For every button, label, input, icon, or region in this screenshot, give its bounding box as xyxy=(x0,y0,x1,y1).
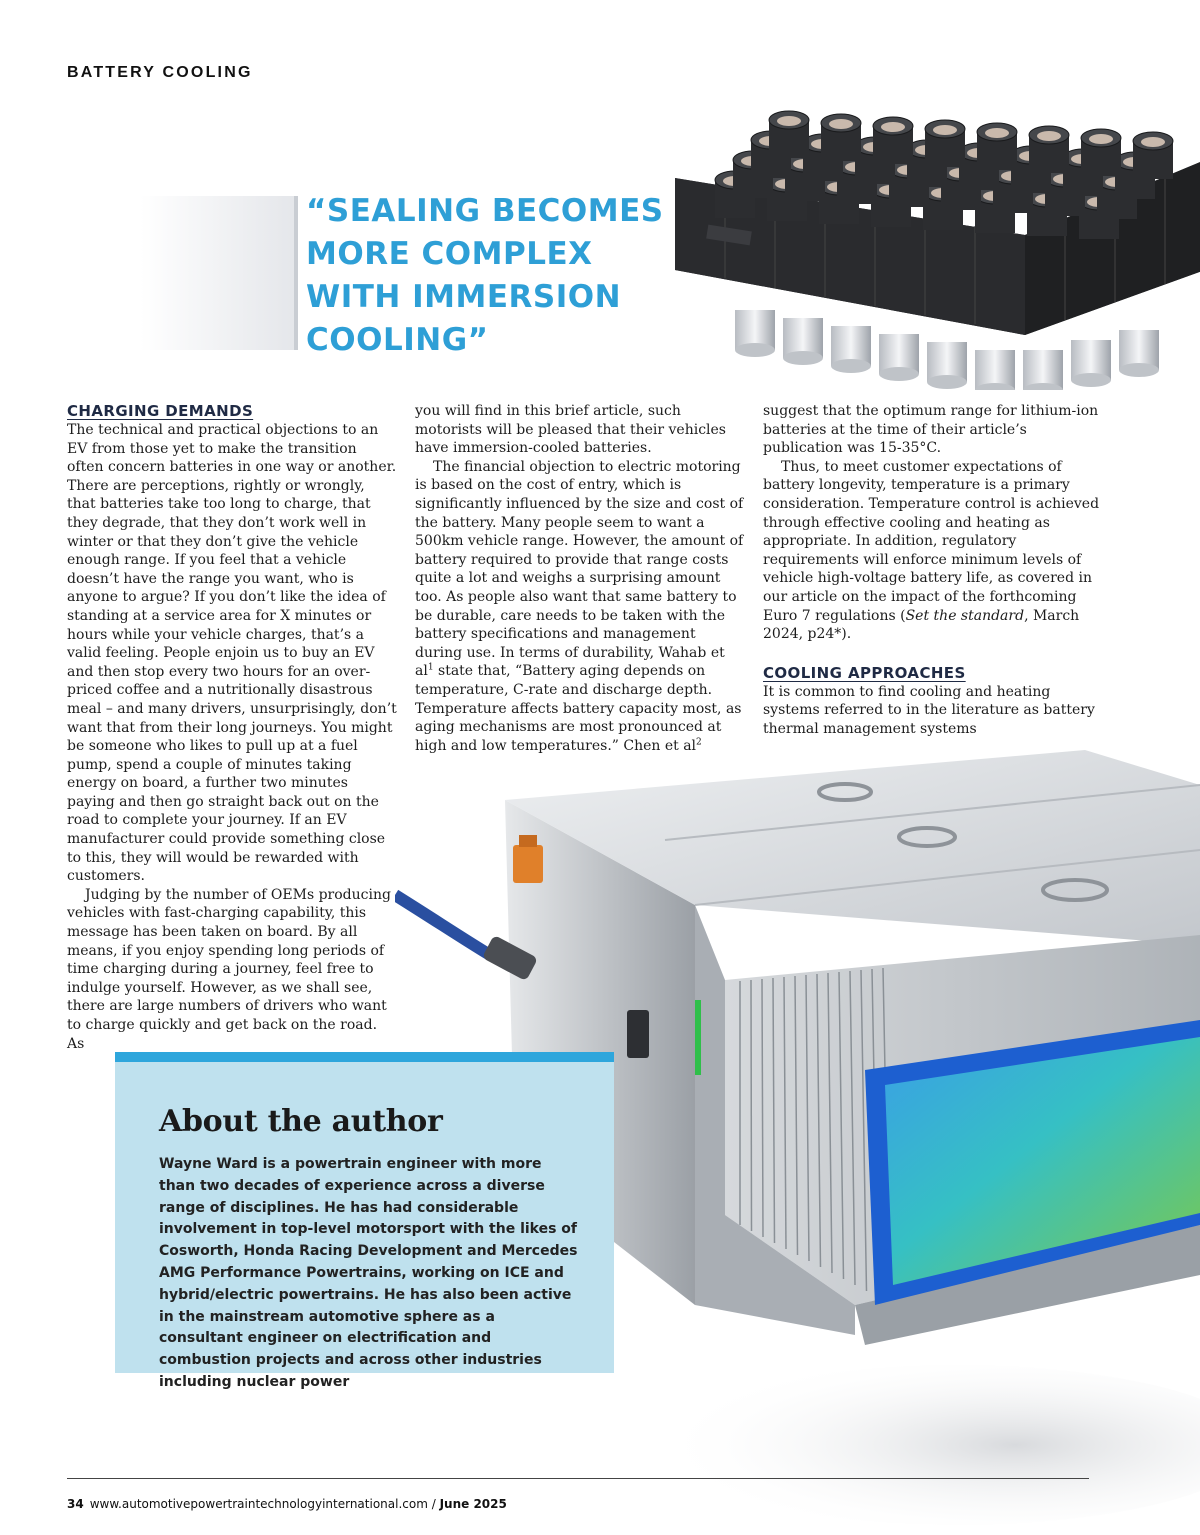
page-number: 34 xyxy=(67,1497,84,1511)
paragraph: Judging by the number of OEMs producing vehicles with fast-charging capability, this message has been taken on board. By all means, if you enjoy spending long periods of time charging during a journey, feel free to indulge yourself. However, as we shall see, there are large numbers of drivers who want to charge quickly and get back on the road. As xyxy=(67,886,391,1052)
paragraph: you will find in this brief article, such motorists will be pleased that their vehicles have immersion-cooled batteries. xyxy=(415,403,726,457)
article-column-1 xyxy=(67,402,397,1053)
pull-quote: “SEALING BECOMES MORE COMPLEX WITH IMMERSION COOLING” xyxy=(306,193,664,358)
paragraph-text: state that, “Battery aging depends on temperature, C-rate and discharge depth. Temperature affects battery capacity most, as aging mechanisms are most pronounced at high and low temperatures.” Chen et al xyxy=(415,663,742,754)
pull-quote-bar xyxy=(294,196,298,350)
footer-separator: / xyxy=(427,1497,440,1511)
author-bio: Wayne Ward is a powertrain engineer with more than two decades of experience across a diverse range of disciplines. He has had considerable involvement in top-level motorsport with the likes of Cosworth, Honda Racing Development and Mercedes AMG Performance Powertrains, working on ICE and hybrid/electric powertrains. He has also been active in the mainstream automotive sphere as a consultant engineer on electrification and combustion projects and across other industries including nuclear power xyxy=(159,1156,578,1390)
article-column-2 xyxy=(415,402,745,755)
paragraph-text: Thus, to meet customer expectations of battery longevity, temperature is a primary consideration. Temperature control is achieved through effective cooling and heating as appropriate. In addition, regulatory requirements will enforce minimum levels of vehicle high-voltage battery life, as covered in our article on the impact of the forthcoming Euro 7 regulations ( xyxy=(763,458,1100,624)
footer-rule xyxy=(67,1478,1089,1479)
author-box-accent-bar xyxy=(115,1052,614,1062)
issue-date: June 2025 xyxy=(439,1497,507,1511)
battery-module-image xyxy=(665,60,1200,390)
article-reference-title: Set the standard xyxy=(905,607,1025,624)
reference-marker: 1 xyxy=(427,662,434,673)
paragraph: It is common to find cooling and heating systems referred to in the literature as battery thermal management systems xyxy=(763,683,1095,737)
footer-url: www.automotivepowertraintechnologyinternational.com xyxy=(89,1497,428,1511)
paragraph xyxy=(763,458,1108,644)
about-author-box xyxy=(115,1052,614,1390)
pull-quote-shade xyxy=(140,196,298,350)
paragraph: suggest that the optimum range for lithium-ion batteries at the time of their article’s publication was 15-35°C. xyxy=(763,403,1099,457)
paragraph-text: The financial objection to electric motoring is based on the cost of entry, which is significantly influenced by the size and cost of the battery. Many people seem to want a 500km vehicle range. However, the amount of battery required to provide that range costs quite a lot and weighs a surprising amount too. As people also want that same battery to be durable, care needs to be taken with the battery specifications and management during use. In terms of durability, Wahab et xyxy=(415,458,744,661)
paragraph xyxy=(415,458,745,756)
article-column-3 xyxy=(763,402,1108,739)
footer xyxy=(67,1497,507,1511)
paragraph-text: al xyxy=(415,663,428,680)
subhead-cooling-approaches: COOLING APPROACHES xyxy=(763,663,966,682)
paragraph-text: , March 2024, p24*). xyxy=(763,607,1080,643)
reference-marker: 2 xyxy=(696,737,702,748)
subhead-charging-demands: CHARGING DEMANDS xyxy=(67,402,254,420)
section-label: BATTERY COOLING xyxy=(67,64,253,81)
author-heading: About the author xyxy=(159,1104,443,1139)
paragraph: The technical and practical objections to an EV from those yet to make the transition often concern batteries in one way or another. There are perceptions, rightly or wrongly, that batteries take too long to charge, that they degrade, that they don’t work well in winter or that they don’t give the vehicle enough range. If you feel that a vehicle doesn’t have the range you want, who is anyone to argue? If you don’t like the idea of standing at a service area for X minutes or hours while your vehicle charges, that’s a valid feeling. People enjoin us to buy an EV and then stop every two hours for an over-priced coffee and a nutritionally disastrous meal – and many drivers, unsurprisingly, don’t want that from their long journeys. You might be someone who likes to pull up at a fuel pump, spend a couple of minutes taking energy on board, a further two minutes paying and then go straight back out on the road to complete your journey. If an EV manufacturer could provide something close to this, they will would be rewarded with customers. xyxy=(67,422,397,885)
